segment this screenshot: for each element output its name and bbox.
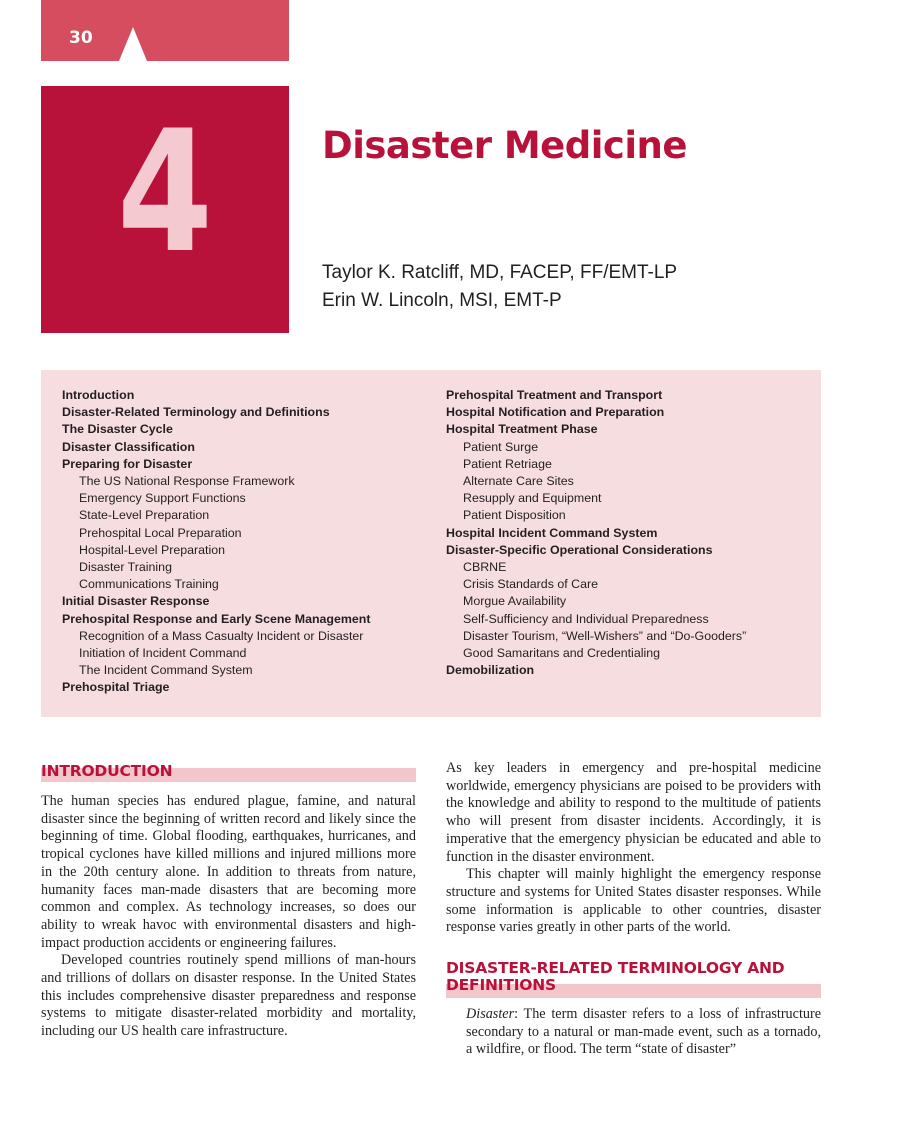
toc-entry: Initiation of Incident Command xyxy=(79,646,247,661)
terminology-heading xyxy=(446,960,784,994)
toc-entry: The US National Response Framework xyxy=(79,474,295,489)
toc-entry: CBRNE xyxy=(463,560,507,575)
toc-entry: Communications Training xyxy=(79,577,219,592)
toc-entry: Crisis Standards of Care xyxy=(463,577,598,592)
toc-entry: Preparing for Disaster xyxy=(62,456,193,471)
toc-entry: Alternate Care Sites xyxy=(463,474,574,489)
author-primary: Taylor K. Ratcliff, MD, FACEP, FF/EMT-LP xyxy=(322,262,678,283)
chapter-number: 4 xyxy=(117,94,213,290)
toc-entry: Self-Sufficiency and Individual Preparedness xyxy=(463,611,709,626)
toc-entry: Disaster Training xyxy=(79,560,172,575)
toc-entry: Hospital-Level Preparation xyxy=(79,542,226,557)
toc-entry: Demobilization xyxy=(446,663,535,678)
page-number-tab xyxy=(41,0,289,61)
table-of-contents xyxy=(41,370,821,717)
toc-entry: Morgue Availability xyxy=(463,594,567,609)
right-paragraph-2: This chapter will mainly highlight the emergency response structure and systems for United States disaster responses. While some information is applicable to other countries, disaster response varies greatly in other parts of the world. xyxy=(446,866,821,936)
right-column-body xyxy=(446,760,821,937)
toc-entry: Hospital Notification and Preparation xyxy=(446,405,665,420)
toc-entry: The Disaster Cycle xyxy=(62,422,173,437)
toc-left-column xyxy=(62,387,371,697)
toc-entry: Disaster-Specific Operational Considerations xyxy=(446,542,713,557)
toc-entry: Emergency Support Functions xyxy=(79,491,246,506)
toc-entry: Disaster Tourism, “Well-Wishers” and “Do-Gooders” xyxy=(463,628,747,643)
toc-entry: Introduction xyxy=(62,388,135,402)
page-number: 30 xyxy=(69,28,93,48)
toc-entry: Good Samaritans and Credentialing xyxy=(463,646,660,661)
definition-term: Disaster xyxy=(466,1006,515,1022)
toc-entry: Prehospital Treatment and Transport xyxy=(446,388,663,402)
terminology-heading-line-1: DISASTER-RELATED TERMINOLOGY AND xyxy=(446,959,785,977)
intro-paragraph-1: The human species has endured plague, famine, and natural disaster since the beginning of written record and likely since the beginning of time. Global flooding, earthquakes, hurricanes, and tropical cyclones have killed millions and injured millions more in the 20th century alone. In addition to threats from nature, humanity faces man-made disasters that are becoming more common and complex. As technology increases, so does our ability to wreak havoc with environmental disasters and high-impact production accidents or engineering failures. xyxy=(41,793,416,951)
toc-entry: The Incident Command System xyxy=(79,663,253,678)
terminology-body xyxy=(446,1006,821,1059)
toc-entry: Prehospital Response and Early Scene Management xyxy=(62,611,371,626)
toc-entry: Patient Disposition xyxy=(463,508,566,523)
tab-notch xyxy=(119,27,147,61)
toc-entry: Disaster-Related Terminology and Definitions xyxy=(62,405,330,420)
chapter-title: Disaster Medicine xyxy=(322,124,687,167)
author-secondary: Erin W. Lincoln, MSI, EMT-P xyxy=(322,290,562,311)
toc-entry: Hospital Treatment Phase xyxy=(446,422,598,437)
intro-paragraph-2: Developed countries routinely spend millions of man-hours and trillions of dollars on disaster response. In the United States this includes comprehensive disaster preparedness and response systems to mitigate disaster-related morbidity and mortality, including our US health care infrastructure. xyxy=(41,952,416,1040)
toc-entry: Patient Retriage xyxy=(463,456,552,471)
toc-entry: Recognition of a Mass Casualty Incident or Disaster xyxy=(79,628,364,643)
definition-text: : The term disaster refers to a loss of infrastructure secondary to a natural or man-made event, such as a tornado, a wildfire, or flood. The term “state of disaster” xyxy=(466,1006,821,1058)
definition-disaster xyxy=(446,1006,821,1059)
toc-entry: Resupply and Equipment xyxy=(463,491,602,506)
toc-right-column xyxy=(446,387,746,679)
toc-entry: State-Level Preparation xyxy=(79,508,210,523)
toc-entry: Hospital Incident Command System xyxy=(446,525,658,540)
terminology-heading-line-2: DEFINITIONS xyxy=(446,976,557,994)
chapter-number-box xyxy=(41,86,289,333)
right-paragraph-1: As key leaders in emergency and pre-hospital medicine worldwide, emergency physicians are poised to be providers with the knowledge and ability to respond to the multitude of patients who will present from disaster incidents. Accordingly, it is imperative that the emergency physician be educated and able to function in the disaster environment. xyxy=(446,760,821,865)
toc-entry: Initial Disaster Response xyxy=(62,594,210,609)
intro-body xyxy=(41,793,416,1041)
toc-entry: Disaster Classification xyxy=(62,439,195,454)
toc-entry: Patient Surge xyxy=(463,439,539,454)
intro-heading: INTRODUCTION xyxy=(41,762,173,780)
toc-entry: Prehospital Local Preparation xyxy=(79,525,242,540)
toc-entry: Prehospital Triage xyxy=(62,680,170,695)
